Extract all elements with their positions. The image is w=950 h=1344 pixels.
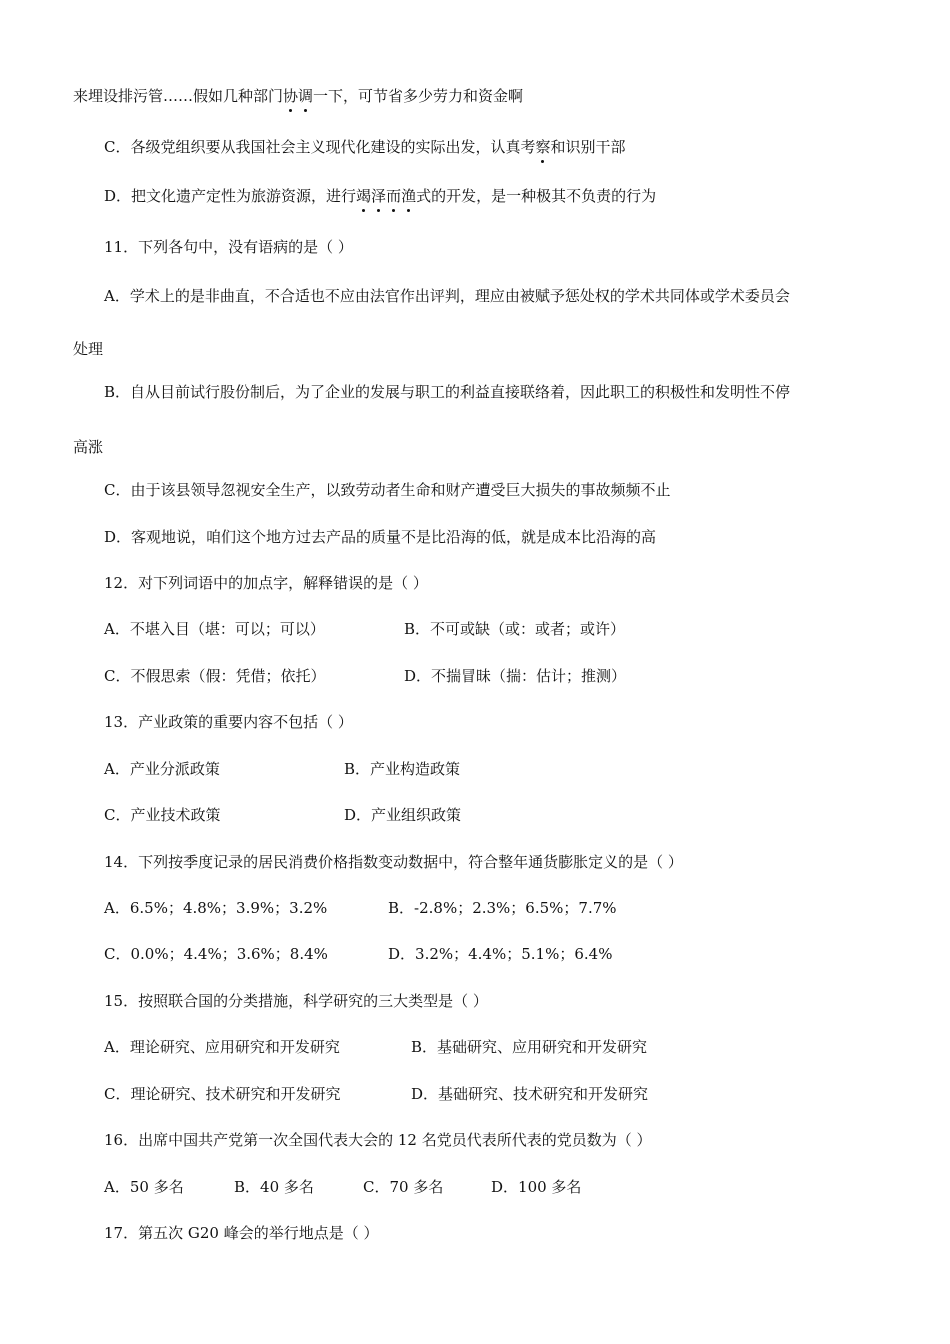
question-14-option-a: A．6.5%；4.8%；3.9%；3.2% (104, 899, 328, 917)
question-16-option-d: D．100 多名 (491, 1178, 582, 1196)
dotted-char: 协 (283, 87, 299, 105)
dotted-char: 泽 (371, 187, 387, 205)
question-11-option-b: B．自从目前试行股份制后，为了企业的发展与职工的利益直接联络着，因此职工的积极性和发明性不停 (104, 383, 791, 401)
question-13-option-c: C．产业技术政策 (104, 806, 221, 824)
question-14-option-b: B．-2.8%；2.3%；6.5%；7.7% (388, 899, 617, 917)
question-11-stem: 11．下列各句中，没有语病的是（ ） (104, 238, 353, 256)
question-13-option-b: B．产业构造政策 (344, 760, 461, 778)
question-15-stem: 15．按照联合国的分类措施，科学研究的三大类型是（ ） (104, 992, 488, 1010)
question-12-option-d: D．不揣冒昧（揣：估计；推测） (404, 667, 627, 685)
continuation-line: 来埋设排污管……假如几种部门协调一下，可节省多少劳力和资金啊 (73, 87, 524, 105)
question-11-option-a: A．学术上的是非曲直，不合适也不应由法官作出评判，理应由被赋予惩处权的学术共同体或学术委员会 (104, 287, 790, 305)
question-11-option-b-cont: 高涨 (73, 438, 104, 456)
question-15-option-d: D．基础研究、技术研究和开发研究 (411, 1085, 649, 1103)
question-16-option-a: A．50 多名 (104, 1178, 184, 1196)
question-13-option-d: D．产业组织政策 (344, 806, 462, 824)
question-12-option-a: A．不堪入目（堪：可以；可以） (104, 620, 325, 638)
question-13-stem: 13．产业政策的重要内容不包括（ ） (104, 713, 353, 731)
question-11-option-c: C．由于该县领导忽视安全生产，以致劳动者生命和财产遭受巨大损失的事故频频不止 (104, 481, 671, 499)
question-12-option-b: B．不可或缺（或：或者；或许） (404, 620, 626, 638)
question-17-stem: 17．第五次 G20 峰会的举行地点是（ ） (104, 1224, 379, 1242)
question-14-stem: 14．下列按季度记录的居民消费价格指数变动数据中，符合整年通货膨胀定义的是（ ） (104, 853, 683, 871)
question-15-option-a: A．理论研究、应用研究和开发研究 (104, 1038, 340, 1056)
question-15-option-c: C．理论研究、技术研究和开发研究 (104, 1085, 341, 1103)
question-16-option-c: C．70 多名 (363, 1178, 444, 1196)
question-14-option-c: C．0.0%；4.4%；3.6%；8.4% (104, 945, 328, 963)
question-11-option-a-cont: 处理 (73, 340, 104, 358)
option-d-q10: D．把文化遗产定性为旅游资源，进行竭泽而渔式的开发，是一种极其不负责的行为 (104, 187, 657, 205)
question-16-option-b: B．40 多名 (234, 1178, 314, 1196)
question-15-option-b: B．基础研究、应用研究和开发研究 (411, 1038, 648, 1056)
dotted-char: 而 (386, 187, 402, 205)
dotted-char: 渔 (401, 187, 417, 205)
dotted-char: 竭 (356, 187, 372, 205)
question-11-option-d: D．客观地说，咱们这个地方过去产品的质量不是比沿海的低，就是成本比沿海的高 (104, 528, 657, 546)
dotted-char: 调 (298, 87, 314, 105)
question-16-stem: 16．出席中国共产党第一次全国代表大会的 12 名党员代表所代表的党员数为（ ） (104, 1131, 652, 1149)
question-14-option-d: D．3.2%；4.4%；5.1%；6.4% (388, 945, 613, 963)
question-13-option-a: A．产业分派政策 (104, 760, 220, 778)
dotted-char: 察 (535, 138, 551, 156)
option-c-q10: C．各级党组织要从我国社会主义现代化建设的实际出发，认真考察和识别干部 (104, 138, 626, 156)
question-12-option-c: C．不假思索（假：凭借；依托） (104, 667, 326, 685)
question-12-stem: 12．对下列词语中的加点字，解释错误的是（ ） (104, 574, 428, 592)
